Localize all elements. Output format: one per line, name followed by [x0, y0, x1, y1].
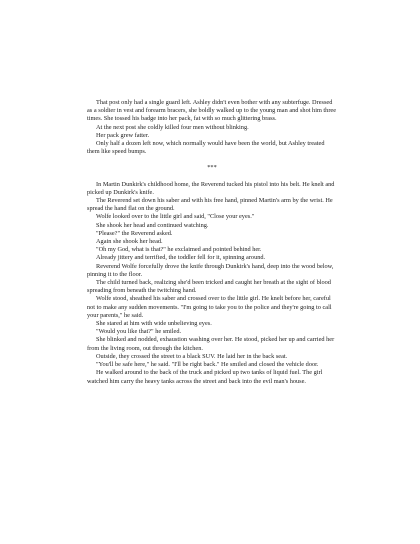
paragraph: The child turned back, realizing she'd been tricked and caught her breath at the sight of blood spreading from beneath the twitching hand.: [87, 279, 331, 295]
paragraph: Her pack grew fatter.: [96, 131, 150, 139]
paragraph: The Reverend set down his saber and with his free hand, pinned Martin's arm by the wrist. He spread the hand flat on the ground.: [87, 197, 333, 213]
paragraph: "Please?" the Reverend asked.: [96, 229, 173, 237]
scene-separator: ***: [207, 164, 217, 172]
paragraph: In Martin Dunkirk's childhood home, the Reverend tucked his pistol into his belt. He knelt and picked up Dunkirk's knife.: [87, 180, 335, 196]
paragraph: Already jittery and terrified, the toddler fell for it, spinning around.: [96, 254, 266, 262]
body-text: [87, 99, 337, 386]
paragraph: "You'll be safe here," he said. "I'll be right back." He smiled and closed the vehicle door.: [96, 361, 319, 369]
paragraph: She blinked and nodded, exhaustion washing over her. He stood, picked her up and carried her from the living room, out through the kitchen.: [87, 336, 335, 352]
paragraph: Reverend Wolfe forcefully drove the knife through Dunkirk's hand, deep into the wood below, pinning it to the floor.: [87, 262, 334, 278]
paragraph: He walked around to the back of the truck and picked up two tanks of liquid fuel. The girl watched him carry the heavy tanks across the street and back into the evil man's house.: [87, 369, 323, 385]
paragraph: Wolfe looked over to the little girl and said, "Close your eyes.": [96, 213, 255, 221]
paragraph: She stared at him with wide unbelieving eyes.: [96, 320, 212, 328]
paragraph: "Oh my God, what is that?" he exclaimed and pointed behind her.: [96, 246, 262, 254]
paragraph: Again she shook her head.: [96, 238, 163, 246]
paragraph: Wolfe stood, sheathed his saber and crossed over to the little girl. He knelt before her, careful not to make any sudden movements. "I'm going to take you to the police and they're going to call your parents," he said.: [87, 295, 332, 319]
paragraph: Only half a dozen left now, which normally would have been the world, but Ashley treated them like speed bumps.: [87, 140, 325, 156]
paragraph: At the next post she coldly killed four men without blinking.: [96, 123, 249, 131]
paragraph: "Would you like that?" he smiled.: [96, 328, 182, 336]
paragraph: She shook her head and continued watching.: [96, 221, 209, 229]
paragraph: That post only had a single guard left. Ashley didn't even bother with any subterfuge. Dressed as a soldier in vest and forearm bracers, she boldly walked up to the young man and shot him three times. She tossed his badge into her pack, fat with so much glittering brass.: [87, 99, 337, 123]
paragraph: Outside, they crossed the street to a black SUV. He laid her in the back seat.: [96, 352, 288, 360]
